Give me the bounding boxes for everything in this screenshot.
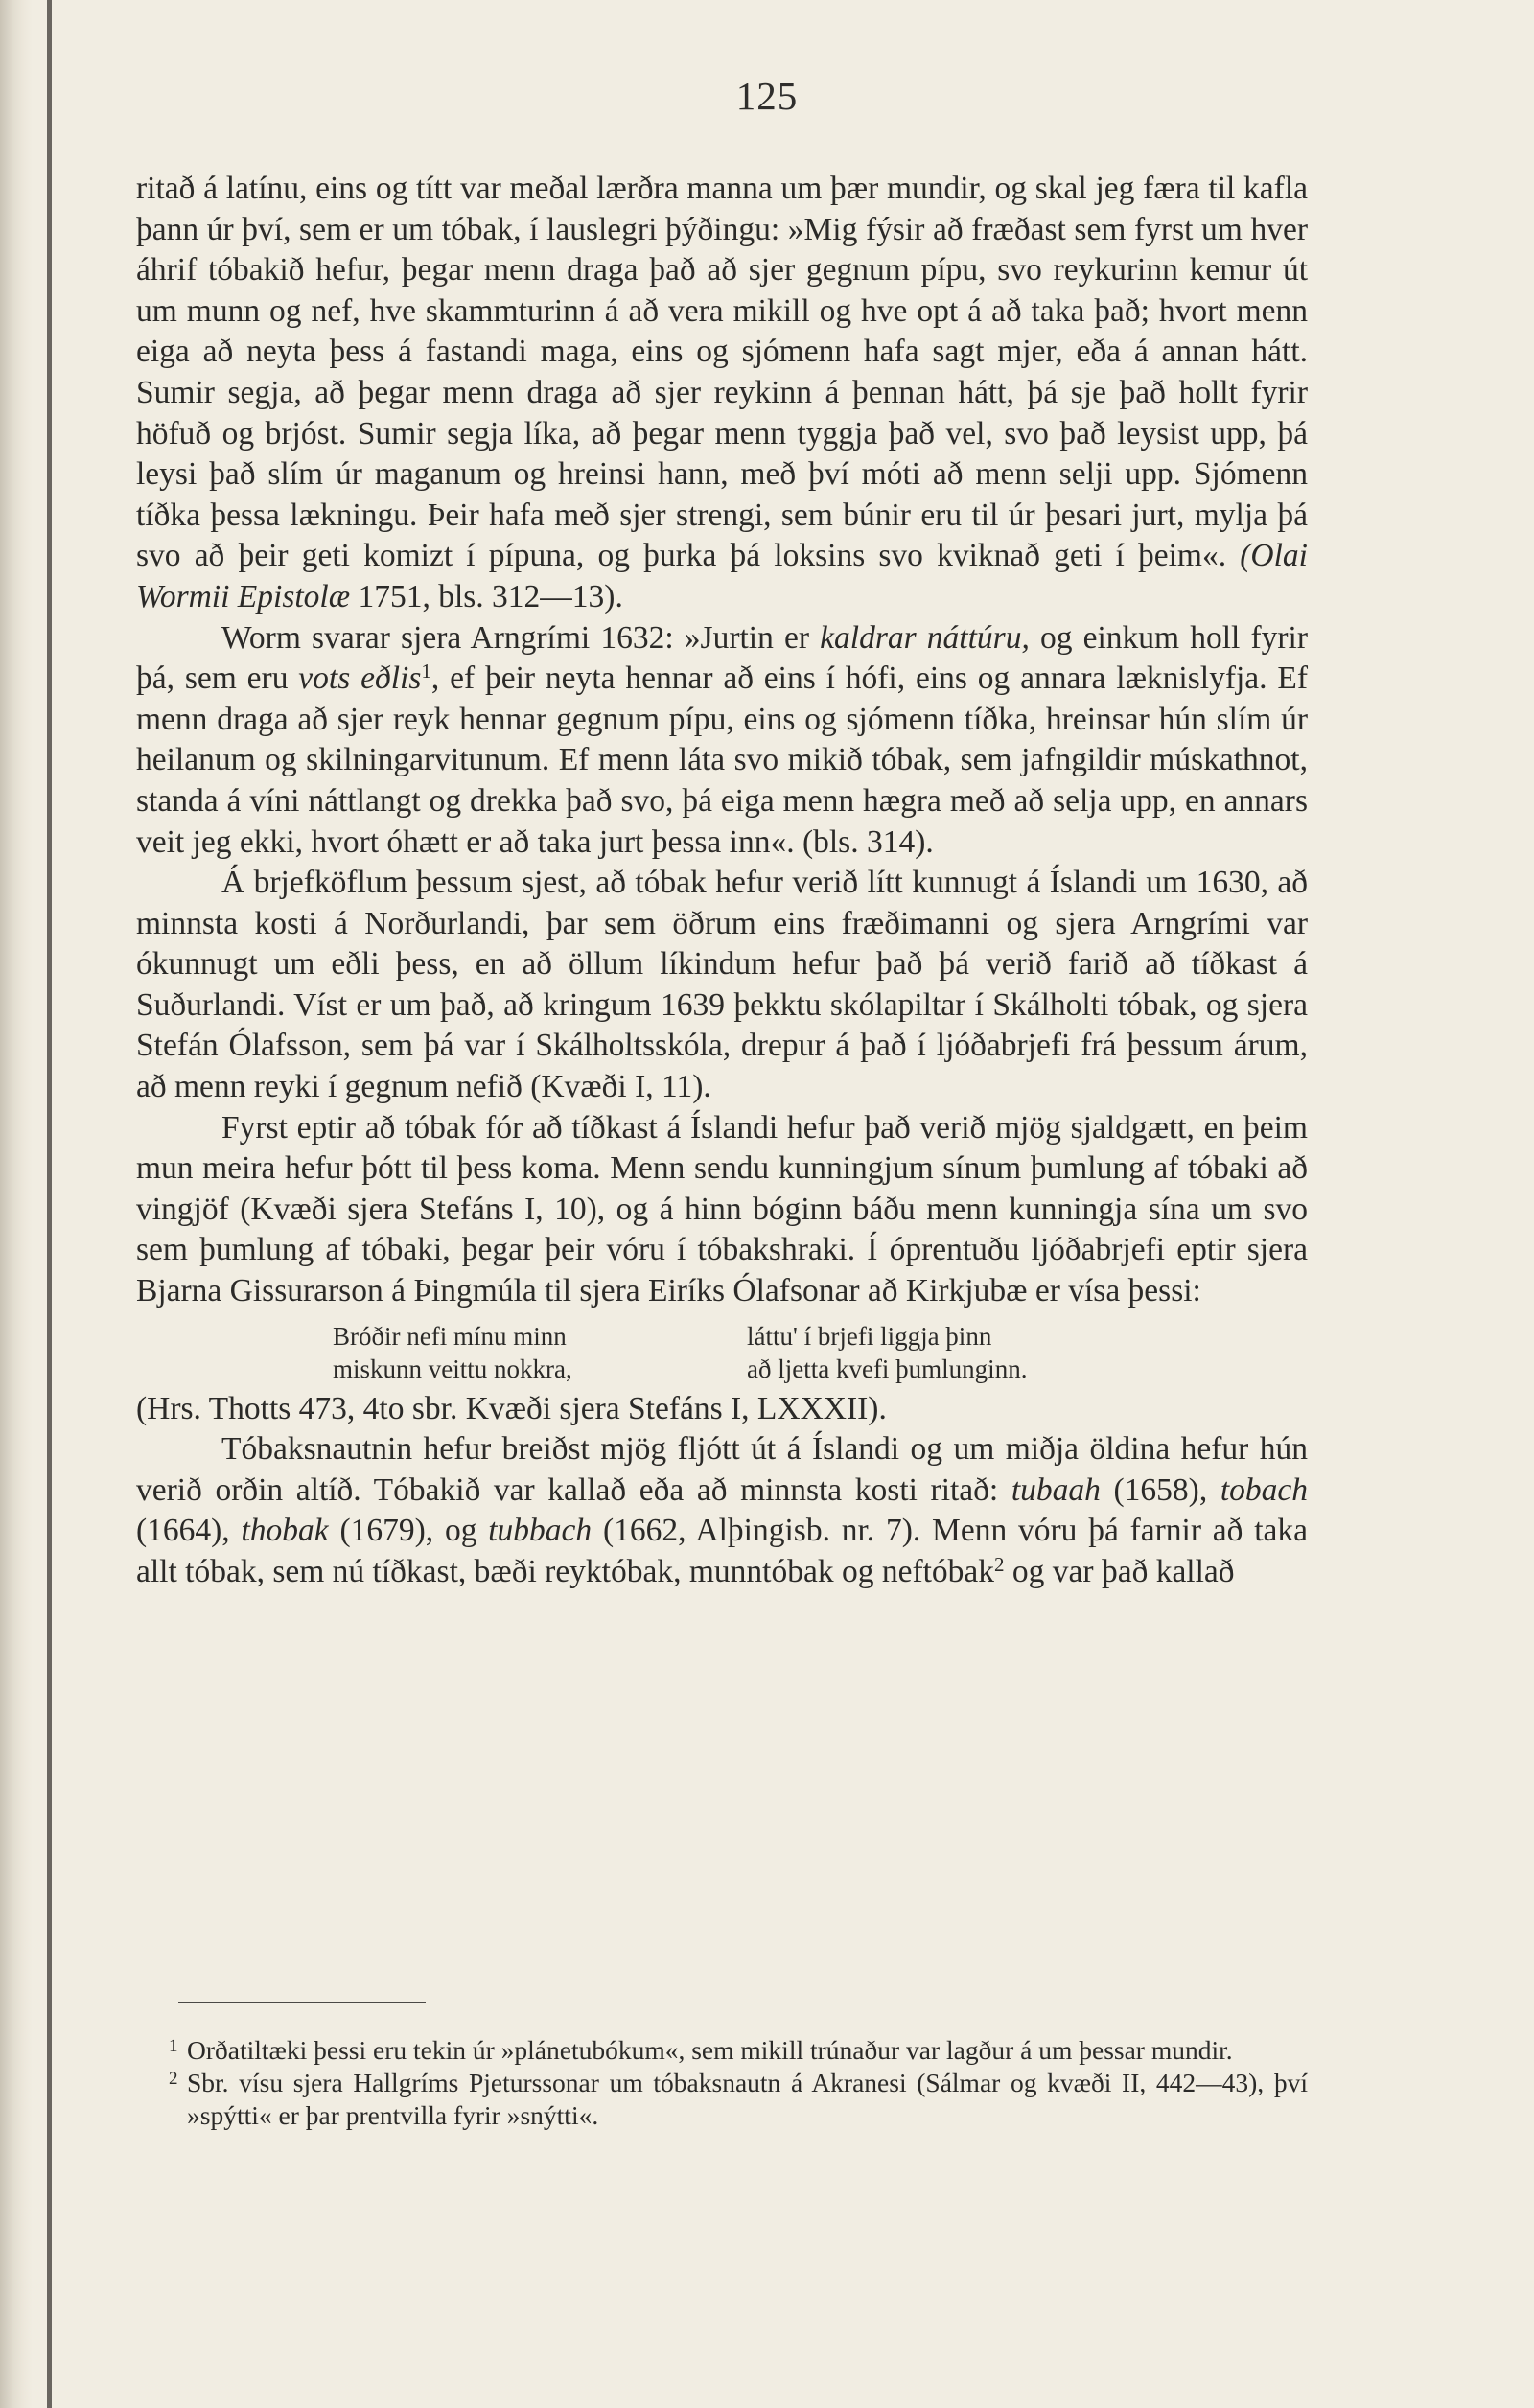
verse-line: Bróðir nefi mínu minn [333,1321,567,1351]
footnote-2 [136,2067,1308,2132]
text-run: (1662, Alþingisb. nr. 7). Menn vóru þá farnir að taka allt tóbak, sem nú tíðkast, bæði reyktóbak, munntóbak og neftóbak [136,1513,1308,1589]
footnote-ref: 1 [421,660,431,683]
text-run: ritað á latínu, eins og títt var meðal lærðra manna um þær mundir, og skal jeg færa til kafla þann úr því, sem er um tóbak, í lauslegri þýðingu: »Mig fýsir að fræðast sem fyrst um hver áhrif tóbakið hefur, þegar menn draga það að sjer gegnum pípu, svo reykurinn kemur út um munn og nef, hve skammturinn á að vera mikill og hve opt á að taka það; hvort menn eiga að neyta þess á fastandi maga, eins og sjómenn hafa sagt mjer, eða á annan hátt. Sumir segja, að þegar menn draga að sjer reykinn á þennan hátt, þá sje það hollt fyrir höfuð og brjóst. Sumir segja líka, að þegar menn tyggja það vel, svo það leysist upp, þá leysi það slím úr maganum og hreinsi hann, með því móti að menn selji upp. Sjómenn tíðka þessa lækningu. Þeir hafa með sjer strengi, sem búnir eru til úr þesari jurt, mylja þá svo að þeir geti komizt í pípuna, og þurka þá loksins svo kviknað geti í þeim«. [136,171,1308,574]
text-run: (1658), [1100,1471,1220,1508]
text-run: (Hrs. Thotts 473, 4to sbr. Kvæði sjera Stefáns I, LXXXII). [136,1390,887,1426]
paragraph [136,1389,1308,1430]
main-text [136,169,1308,1593]
footnote-1 [136,2034,1308,2067]
paragraph [136,1108,1308,1312]
paragraphs-before-verse [136,169,1308,1312]
italic-text: kaldrar náttúru, [820,619,1030,656]
text-run: , ef þeir neyta hennar að eins í hófi, eins og annara læknislyfja. Ef menn draga að sjer reyk hennar gegnum pípu, eins og sjómenn tíðka, hreinsar hún slím úr heilanum og skilningarvitunum. Ef menn láta svo mikið tóbak, sem jafngildir múskathnot, standa á víni náttlangt og drekka það svo, þá eiga menn hægra með að selja upp, en annars veit jeg ekki, hvort óhætt er að taka jurt þessa inn«. (bls. 314). [136,660,1308,860]
verse-line: miskunn veittu nokkra, [333,1354,572,1383]
italic-text: tubaah [1011,1471,1101,1508]
text-run: og einkum holl fyrir þá, sem eru [136,619,1308,697]
footnote-mark: 2 [169,2069,178,2089]
text-run: Fyrst eptir að tóbak fór að tíðkast á Íslandi hefur það verið mjög sjaldgætt, en þeim mun meira hefur þótt til þess koma. Menn sendu kunningjum sínum þumlung af tóbaki að vingjöf (Kvæði sjera Stefáns I, 10), og á hinn bóginn báðu menn kunningja sína um svo sem þumlung af tóbaki, þegar þeir vóru í tóbakshraki. Í óprentuðu ljóðabrjefi eptir sjera Bjarna Gissurarson á Þingmúla til sjera Eiríks Ólafsonar að Kirkjubæ er vísa þessi: [136,1109,1308,1309]
verse-column-2 [747,1320,1161,1385]
page-fold-line [47,0,52,2408]
italic-text: tobach [1220,1471,1309,1508]
footnote-text: Sbr. vísu sjera Hallgríms Pjeturssonar um tóbaksnautn á Akranesi (Sálmar og kvæði II, 442—43), því »spýtti« er þar prentvilla fyrir »snýtti«. [187,2068,1308,2130]
verse-block [136,1320,1308,1385]
italic-text: thobak [241,1513,329,1549]
text-run: Tóbaksnautnin hefur breiðst mjög fljótt út á Íslandi og um miðja öldina hefur hún verið orðin altíð. Tóbakið var kallað eða að minnsta kosti ritað: [136,1431,1308,1508]
text-run: Á brjefköflum þessum sjest, að tóbak hefur verið lítt kunnugt á Íslandi um 1630, að minnsta kosti á Norðurlandi, þar sem öðrum eins fræðimanni og sjera Arngrími var ókunnugt um eðli þess, en að öllum líkindum hefur það þá verið farið að tíðkast á Suðurlandi. Víst er um það, að kringum 1639 þekktu skólapiltar í Skálholti tóbak, og sjera Stefán Ólafsson, sem þá var í Skálholtsskóla, drepur á það í ljóðabrjefi frá þessum árum, að menn reyki í gegnum nefið (Kvæði I, 11). [136,865,1308,1105]
text-run: (1679), og [328,1513,489,1549]
footnote-text: Orðatiltæki þessi eru tekin úr »plánetubókum«, sem mikill trúnaður var lagður á um þessar mundir. [187,2035,1233,2065]
text-run: 1751, bls. 312—13). [350,578,623,614]
verse-line: láttu' í brjefi liggja þinn [747,1321,992,1351]
footnote-rule [178,2002,426,2003]
text-run: og var það kallað [1004,1554,1235,1589]
footnote-mark: 1 [169,2036,178,2056]
paragraphs-after-verse [136,1389,1308,1593]
footnote-ref: 2 [994,1553,1005,1576]
paragraph [136,1429,1308,1592]
paragraph [136,618,1308,864]
page-number: 125 [735,74,799,118]
italic-text: (Olai Wormii Epistolæ [136,538,1308,614]
page-edge-shadow [0,0,33,2408]
footnotes [136,2034,1308,2132]
paragraph [136,169,1308,618]
text-run: (1664), [136,1513,242,1549]
italic-text: vots eðlis [298,660,422,697]
italic-text: tubbach [488,1513,593,1549]
text-run: Worm svarar sjera Arngrími 1632: »Jurtin er [221,619,821,656]
paragraph [136,863,1308,1108]
verse-line: að ljetta kvefi þumlunginn. [747,1354,1028,1383]
verse-column-1 [333,1320,747,1385]
